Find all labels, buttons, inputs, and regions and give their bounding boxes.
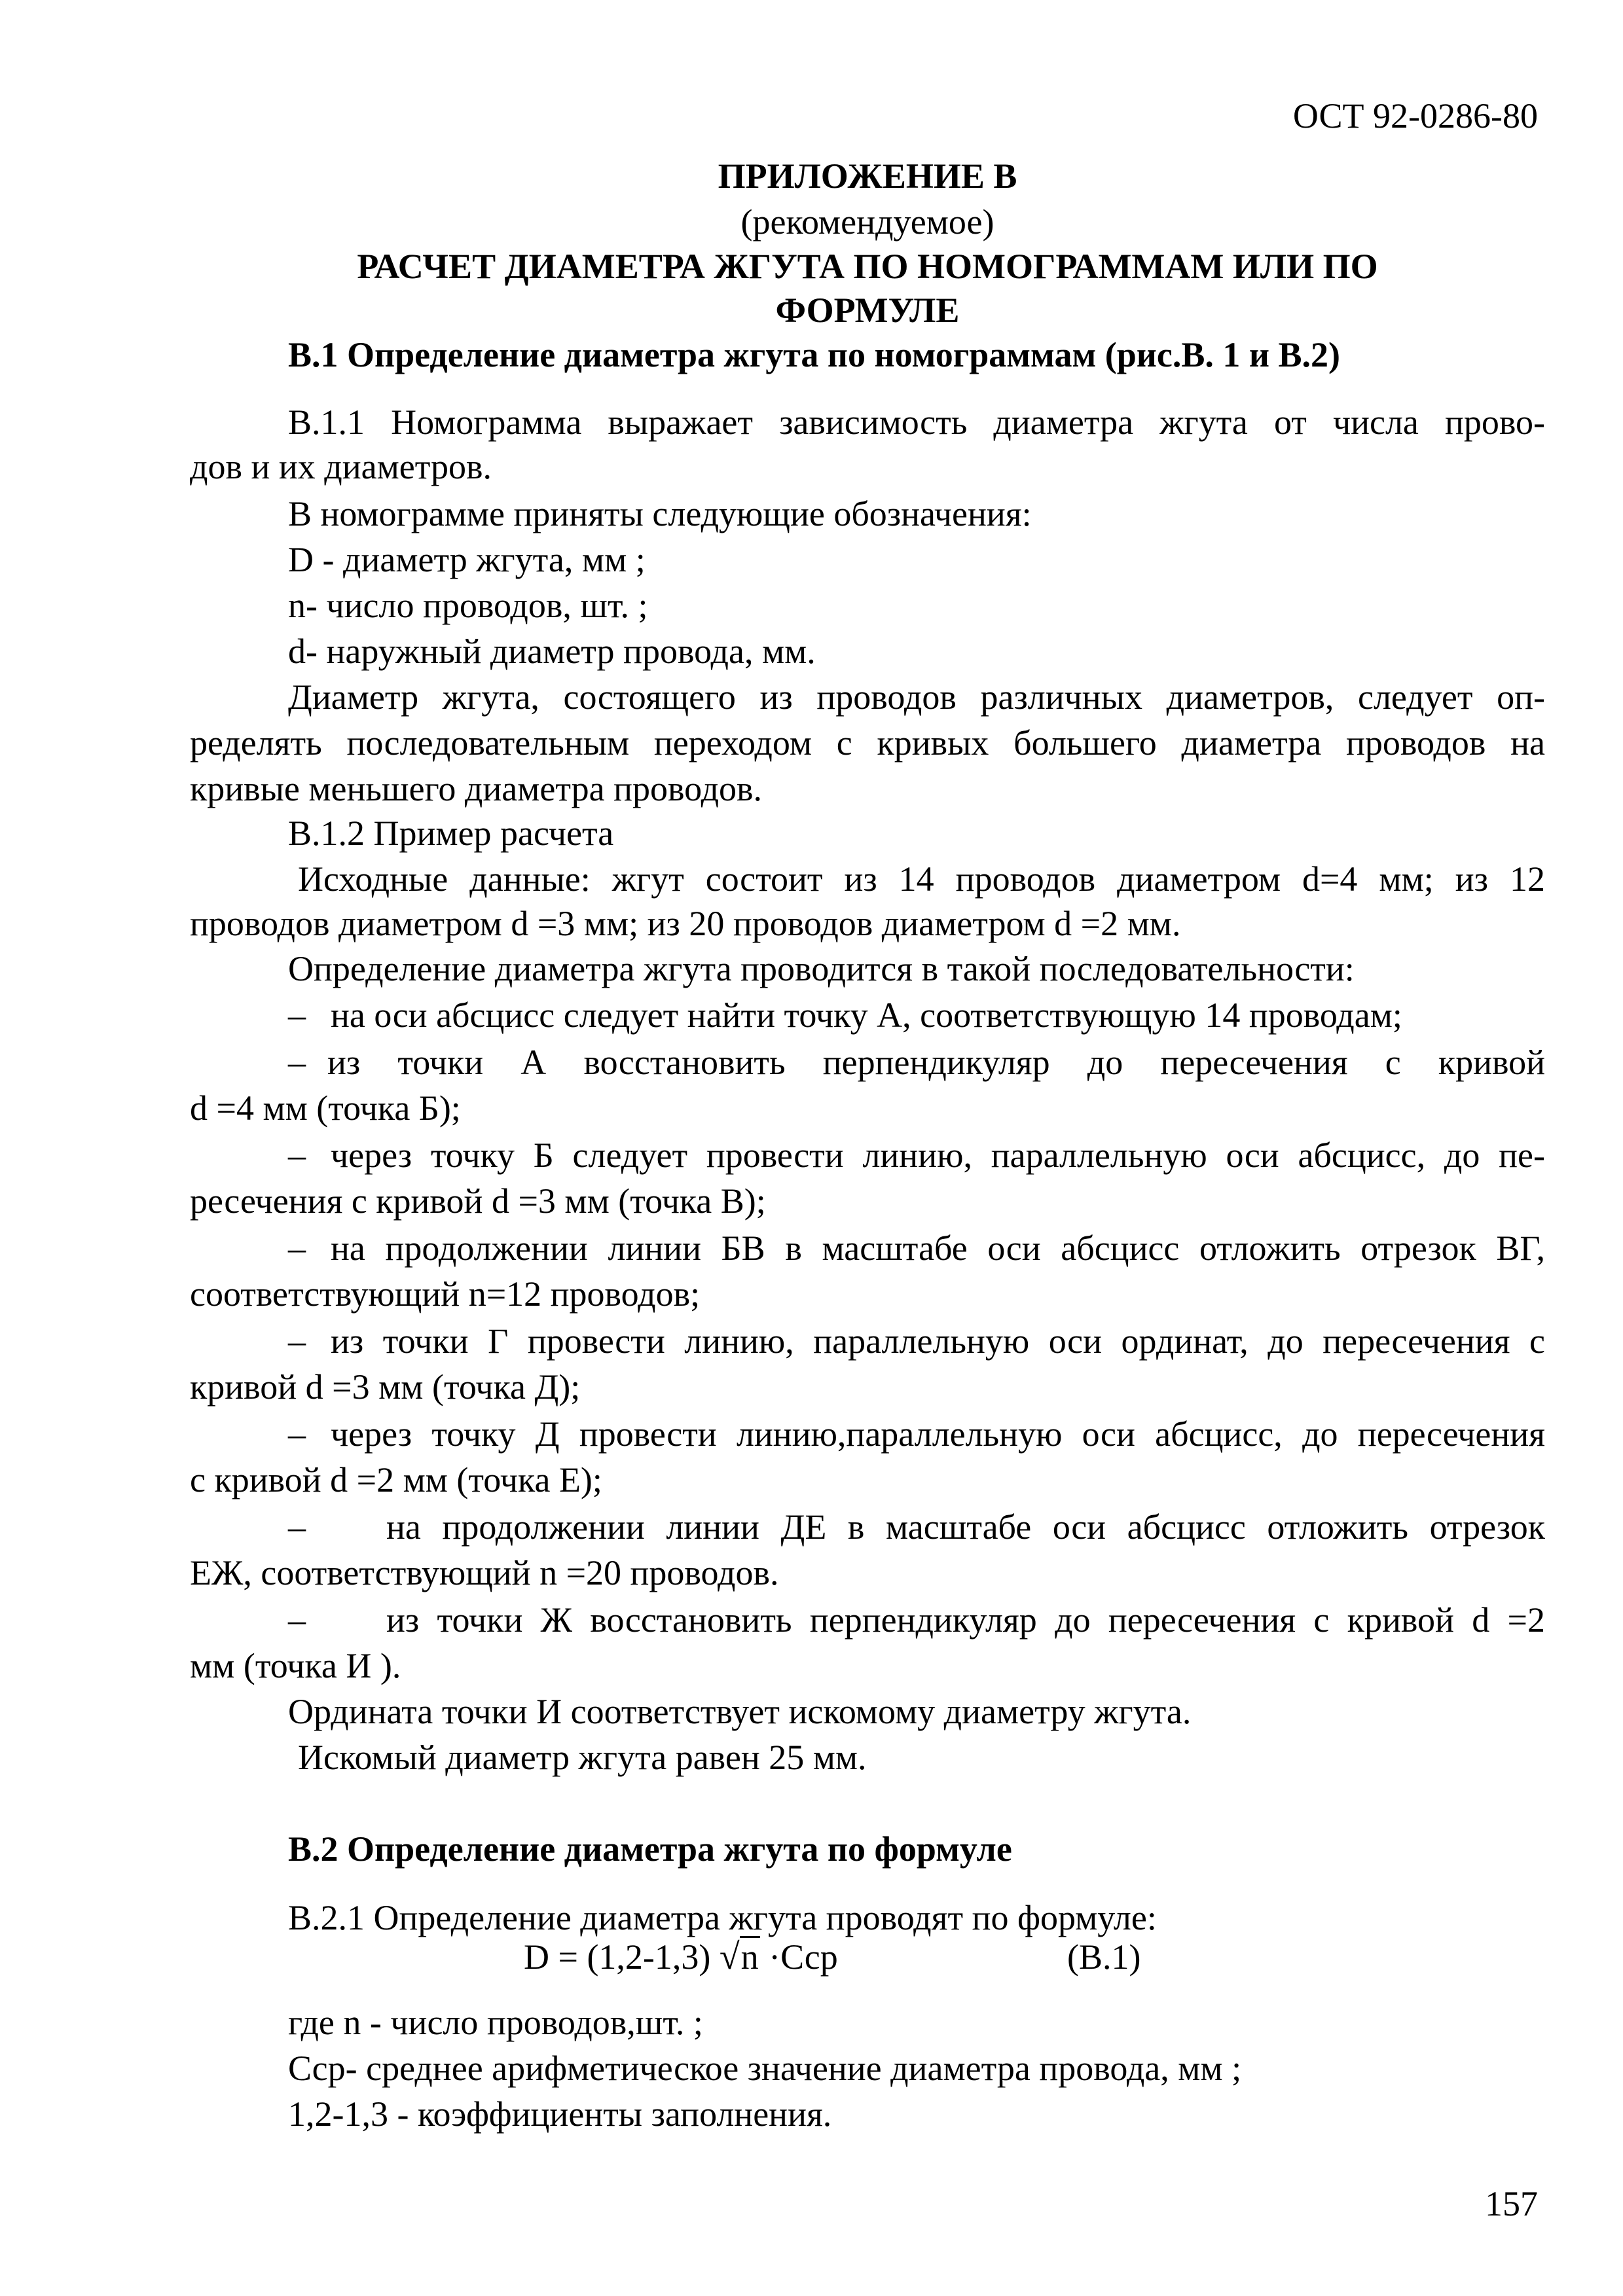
step1: на оси абсцисс следует найти точку А, соответствующую 14 проводам; (331, 996, 1402, 1035)
definition-n: n- число проводов, шт. ; (288, 586, 648, 625)
list-dash: – (288, 1507, 306, 1547)
step2-line2: d =4 мм (точка Б); (190, 1088, 461, 1128)
p2: В номограмме приняты следующие обозначения: (288, 494, 1032, 533)
formula (524, 1934, 838, 1980)
p4-line1: Исходные данные: жгут состоит из 14 проводов диаметром d=4 мм; из 12 (298, 859, 1545, 899)
step7-line2: ЕЖ, соответствующий n =20 проводов. (190, 1553, 779, 1592)
where-n: где n - число проводов,шт. ; (288, 2003, 703, 2042)
step3-line2: ресечения с кривой d =3 мм (точка В); (190, 1181, 766, 1221)
step3-line1: через точку Б следует провести линию, параллельную оси абсцисс, до пе- (331, 1136, 1545, 1175)
p1-line2: дов и их диаметров. (190, 447, 492, 486)
step6-line1: через точку Д провести линию,параллельную оси абсцисс, до пересечения (331, 1414, 1545, 1454)
list-dash: – (288, 1229, 306, 1268)
step6-line2: с кривой d =2 мм (точка Е); (190, 1460, 602, 1499)
document-code: ОСТ 92-0286-80 (1292, 96, 1538, 135)
definition-d: d- наружный диаметр провода, мм. (288, 632, 816, 671)
formula-prefix: D = (1,2-1,3) (524, 1937, 711, 1977)
page-number: 157 (1485, 2184, 1538, 2223)
appendix-subtitle: (рекомендуемое) (740, 202, 994, 242)
p7: Искомый диаметр жгута равен 25 мм. (298, 1738, 867, 1777)
list-dash: – (288, 1321, 306, 1361)
where-k: 1,2-1,3 - коэффициенты заполнения. (288, 2094, 832, 2134)
appendix-heading-line2: ФОРМУЛЕ (775, 291, 960, 330)
p3-line3: кривые меньшего диаметра проводов. (190, 769, 763, 808)
step4-line1: на продолжении линии БВ в масштабе оси абсцисс отложить отрезок ВГ, (331, 1229, 1545, 1268)
p4-line2: проводов диаметром d =3 мм; из 20 проводов диаметром d =2 мм. (190, 904, 1181, 943)
appendix-heading-line1: РАСЧЕТ ДИАМЕТРА ЖГУТА ПО НОМОГРАММАМ ИЛИ ПО (357, 247, 1378, 286)
step2-line1: из точки А восстановить перпендикуляр до пересечения с кривой (327, 1043, 1545, 1082)
p6: Ордината точки И соответствует искомому диаметру жгута. (288, 1692, 1192, 1731)
section2-heading: В.2 Определение диаметра жгута по формуле (288, 1829, 1012, 1869)
step8-line2: мм (точка И ). (190, 1646, 401, 1685)
list-dash: – (288, 1043, 306, 1082)
formula-suffix: ·Сср (769, 1937, 838, 1977)
formula-sqrt-argument: n (740, 1937, 759, 1977)
step7-line1: на продолжении линии ДЕ в масштабе оси абсцисс отложить отрезок (386, 1507, 1545, 1547)
formula-number: (В.1) (1067, 1937, 1141, 1977)
section2-p1: В.2.1 Определение диаметра жгута проводят по формуле: (288, 1898, 1157, 1937)
p5: Определение диаметра жгута проводится в такой последовательности: (288, 949, 1355, 988)
list-dash: – (288, 1600, 306, 1640)
step5-line1: из точки Г провести линию, параллельную оси ординат, до пересечения с (331, 1321, 1545, 1361)
step4-line2: соответствующий n=12 проводов; (190, 1274, 701, 1314)
where-c: Сср- среднее арифметическое значение диаметра провода, мм ; (288, 2049, 1242, 2088)
p1-line1: В.1.1 Номограмма выражает зависимость диаметра жгута от числа прово- (288, 403, 1545, 442)
list-dash: – (288, 1136, 306, 1175)
step8-line1: из точки Ж восстановить перпендикуляр до пересечения с кривой d =2 (386, 1600, 1545, 1640)
section1-heading: В.1 Определение диаметра жгута по номограммам (рис.В. 1 и В.2) (288, 335, 1340, 374)
square-root-icon: √ (719, 1937, 740, 1977)
definition-D: D - диаметр жгута, мм ; (288, 540, 646, 579)
appendix-title: ПРИЛОЖЕНИЕ В (718, 156, 1017, 196)
list-dash: – (288, 1414, 306, 1454)
step5-line2: кривой d =3 мм (точка Д); (190, 1367, 581, 1407)
example-heading: В.1.2 Пример расчета (288, 814, 614, 853)
list-dash: – (288, 996, 306, 1035)
p3-line1: Диаметр жгута, состоящего из проводов различных диаметров, следует оп- (288, 677, 1545, 717)
p3-line2: ределять последовательным переходом с кривых большего диаметра проводов на (190, 723, 1545, 762)
